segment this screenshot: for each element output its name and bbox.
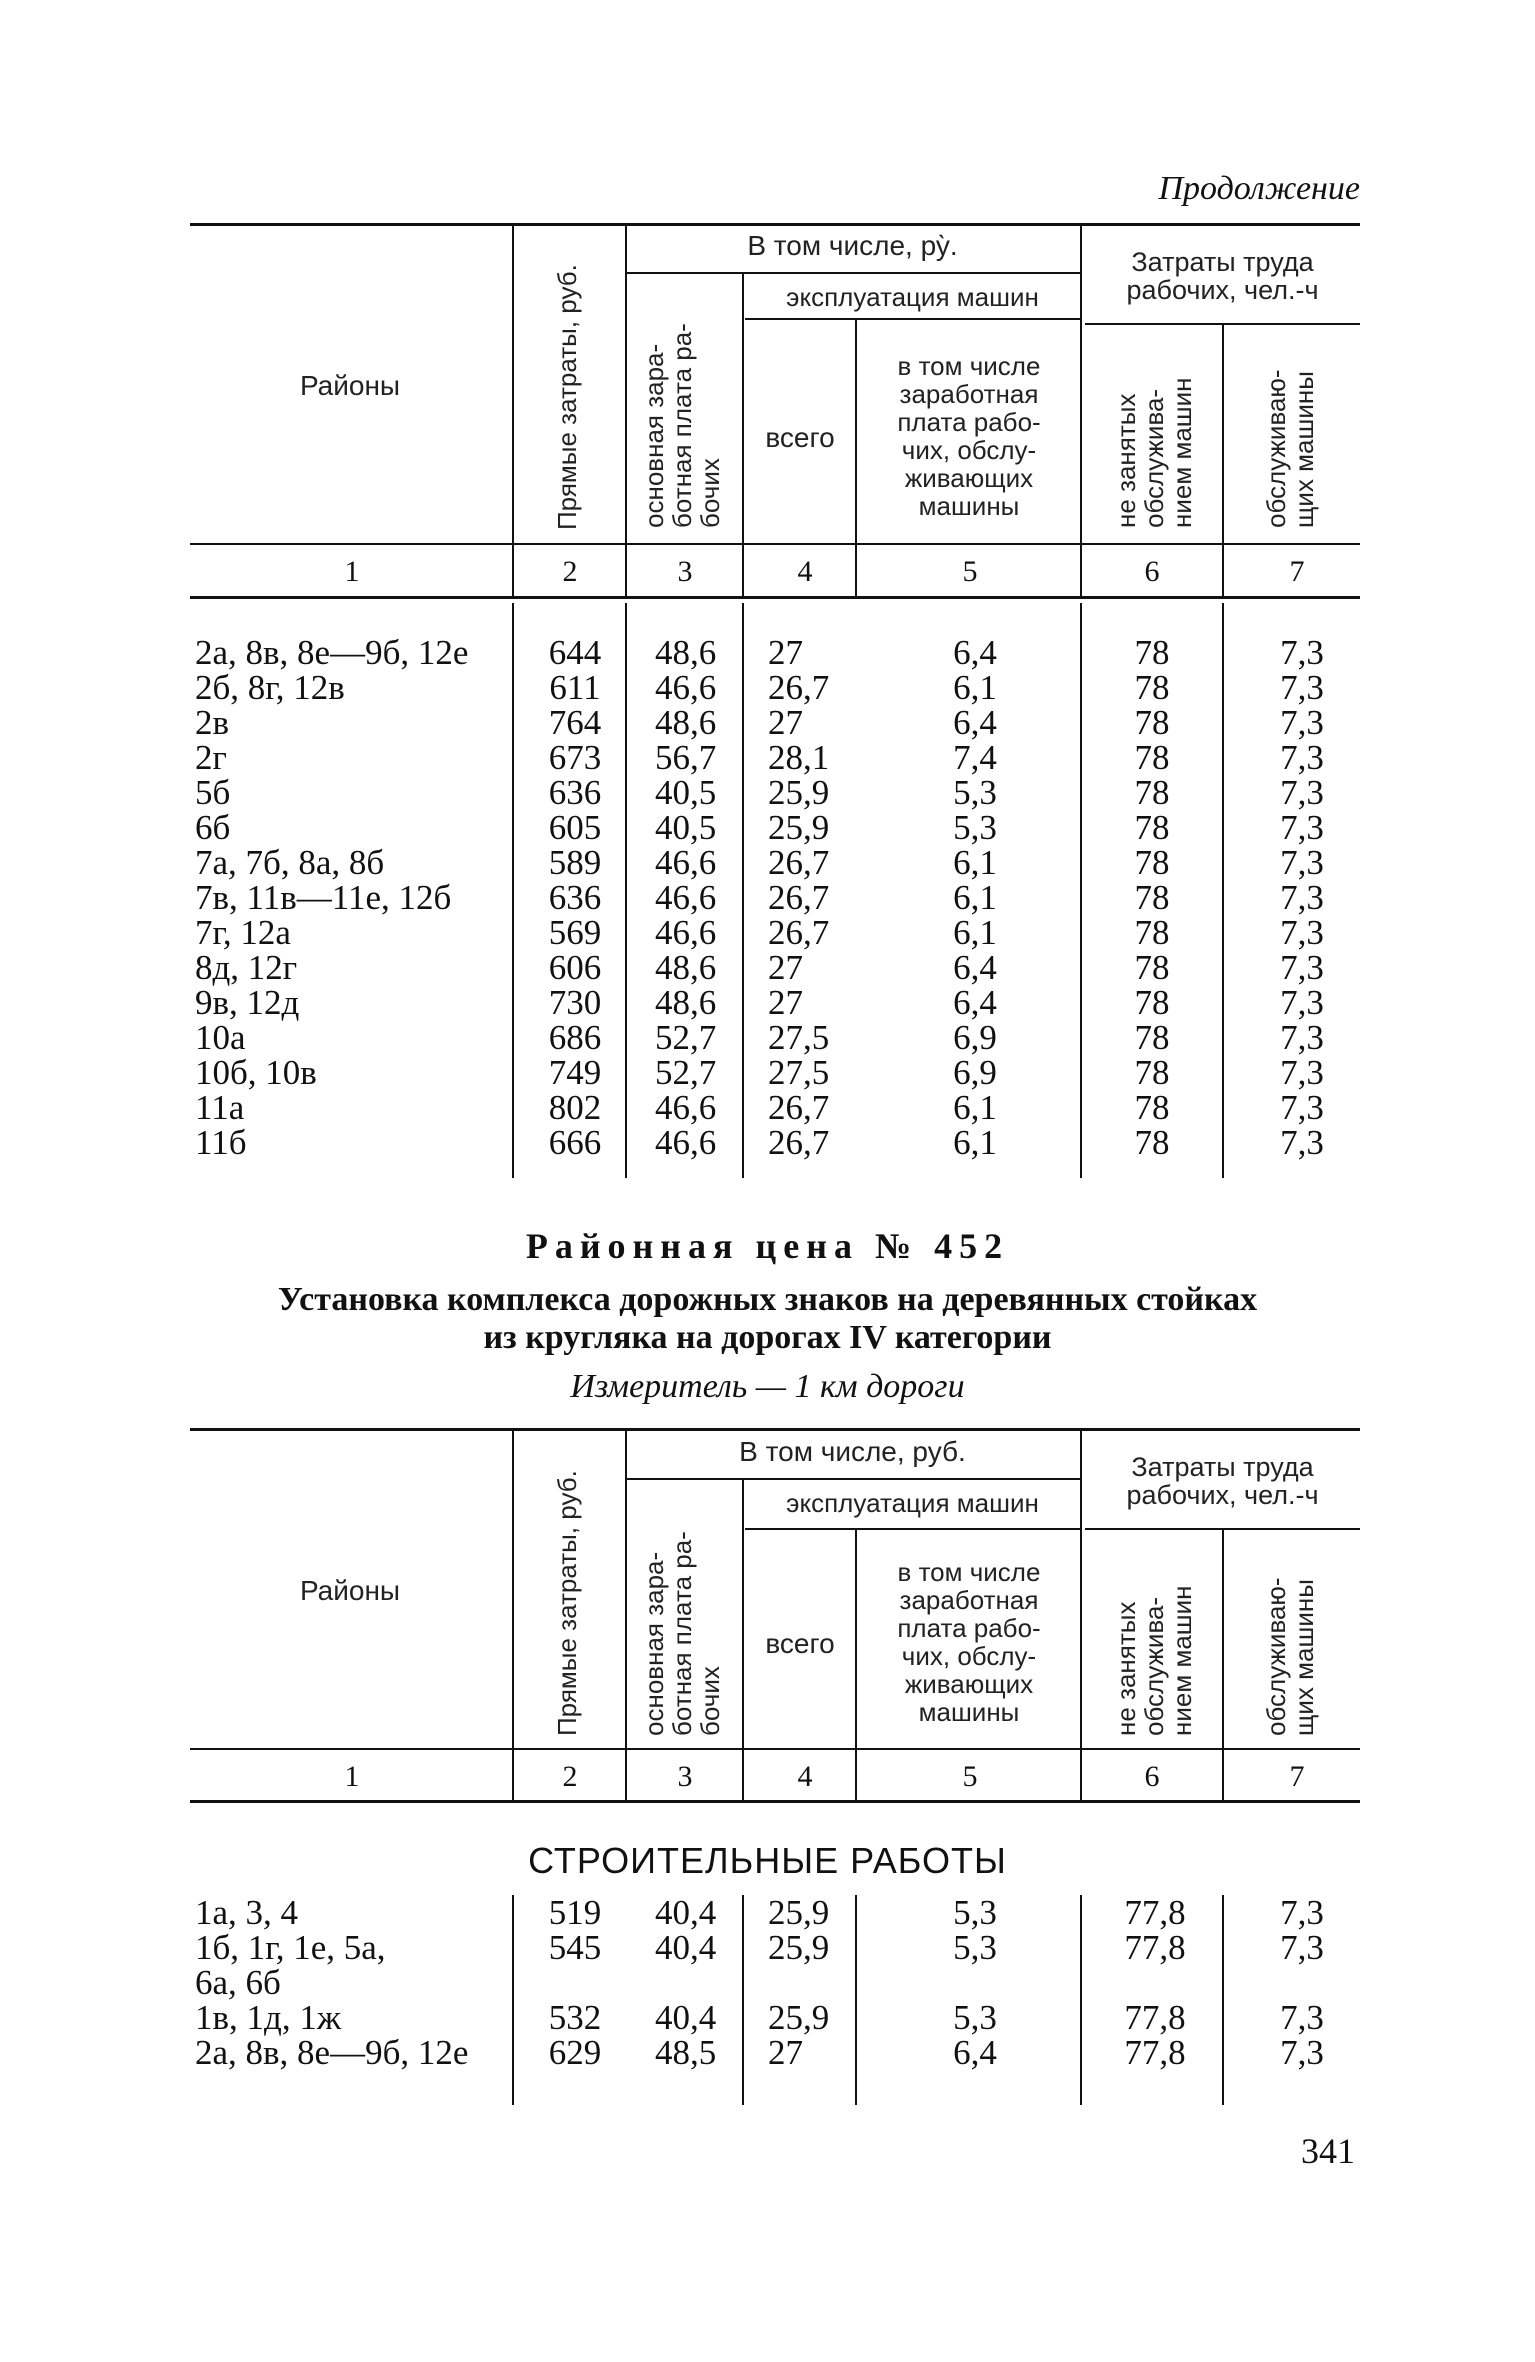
- table-cell: 9в, 12д: [195, 983, 300, 1022]
- table-cell: 7,3: [1280, 773, 1324, 812]
- table-cell: [768, 1965, 853, 2000]
- table2-serving-col: [1267, 1895, 1337, 2070]
- table-cell: 78: [1134, 913, 1170, 952]
- table-cell: 532: [548, 1998, 602, 2037]
- table-cell: 7,3: [1280, 1018, 1324, 1057]
- table-cell: 77,8: [1124, 2033, 1186, 2072]
- table-cell: 7,3: [1280, 1998, 1324, 2037]
- table-cell: 10б, 10в: [195, 1053, 317, 1092]
- table-cell: 25,9: [768, 1893, 830, 1932]
- table-cell: 78: [1134, 948, 1170, 987]
- table1-base-wage-col: [655, 635, 740, 1160]
- total-header: всего: [765, 1628, 835, 1659]
- machine-ops-header: эксплуатация машин: [786, 282, 1039, 312]
- measure-line: Измеритель — 1 км дороги: [570, 1368, 965, 1405]
- table-cell: 27: [768, 2033, 803, 2072]
- table-cell: 6,1: [953, 1123, 997, 1162]
- table-cell: 7а, 7б, 8а, 8б: [195, 843, 385, 882]
- table-cell: 78: [1134, 1053, 1170, 1092]
- table1-not-busy-col: [1122, 635, 1182, 1160]
- table-cell: 7,3: [1280, 1053, 1324, 1092]
- table-cell: 26,7: [768, 1123, 830, 1162]
- table-cell: 78: [1134, 1018, 1170, 1057]
- table-cell: 78: [1134, 668, 1170, 707]
- table-cell: 46,6: [655, 878, 717, 917]
- table-cell: 25,9: [768, 1928, 830, 1967]
- table-cell: 644: [548, 633, 602, 672]
- section-title-line1: Установка комплекса дорожных знаков на деревянных стойках: [277, 1281, 1258, 1318]
- total-header: всего: [765, 422, 835, 453]
- table-cell: 46,6: [655, 668, 717, 707]
- col-num-3: 3: [677, 555, 693, 588]
- table-cell: 26,7: [768, 668, 830, 707]
- table-cell: 27,5: [768, 1053, 830, 1092]
- table-cell: 519: [548, 1893, 602, 1932]
- table-cell: 78: [1134, 878, 1170, 917]
- table2-machine-total-col: [768, 1895, 853, 2070]
- col-num-2: 2: [562, 1760, 578, 1793]
- table-cell: 48,6: [655, 633, 717, 672]
- col-num-5: 5: [962, 555, 978, 588]
- table-cell: 46,6: [655, 843, 717, 882]
- base-wage-header: основная зара- ботная плата ра- бочих: [639, 1531, 725, 1736]
- table-cell: 7,3: [1280, 878, 1324, 917]
- table-cell: 6а, 6б: [195, 1963, 281, 2002]
- table-cell: 6,9: [953, 1053, 997, 1092]
- table-cell: 11б: [195, 1123, 247, 1162]
- table-cell: 2в: [195, 703, 230, 742]
- table-cell: 78: [1134, 983, 1170, 1022]
- table-cell: 8д, 12г: [195, 948, 298, 987]
- table-cell: 589: [548, 843, 602, 882]
- labor-header: Затраты труда рабочих, чел.-ч: [1126, 247, 1319, 305]
- table2-base-wage-col: [655, 1895, 740, 2070]
- table2-regions-col: [195, 1895, 468, 2070]
- table-cell: 2а, 8в, 8е—9б, 12е: [195, 633, 469, 672]
- table-cell: 6,4: [953, 703, 997, 742]
- table-cell: 2г: [195, 738, 227, 777]
- base-wage-header: основная зара- ботная плата ра- бочих: [639, 323, 725, 528]
- table-cell: 6,4: [953, 983, 997, 1022]
- table-cell: 78: [1134, 773, 1170, 812]
- table-cell: 25,9: [768, 808, 830, 847]
- table-cell: [1115, 1965, 1195, 2000]
- table-cell: 730: [548, 983, 602, 1022]
- table-cell: 7,3: [1280, 983, 1324, 1022]
- table-cell: 749: [548, 1053, 602, 1092]
- table-cell: 28,1: [768, 738, 830, 777]
- table-cell: 666: [548, 1123, 602, 1162]
- col-num-7: 7: [1289, 555, 1305, 588]
- table-cell: 78: [1134, 808, 1170, 847]
- table-cell: 7,3: [1280, 843, 1324, 882]
- table-cell: [655, 1965, 740, 2000]
- table-cell: 26,7: [768, 913, 830, 952]
- table-cell: 7,3: [1280, 1088, 1324, 1127]
- table-cell: 77,8: [1124, 1998, 1186, 2037]
- table-cell: 1в, 1д, 1ж: [195, 1998, 342, 2037]
- table-cell: 78: [1134, 633, 1170, 672]
- table1-direct-costs-col: [540, 635, 610, 1160]
- labor-header: Затраты труда рабочих, чел.-ч: [1126, 1452, 1319, 1510]
- table-cell: 27: [768, 948, 803, 987]
- table-cell: 27: [768, 703, 803, 742]
- regions-header: Районы: [299, 370, 401, 401]
- table-cell: 7,3: [1280, 633, 1324, 672]
- table2-not-busy-col: [1115, 1895, 1195, 2070]
- table-cell: 6,1: [953, 1088, 997, 1127]
- table-cell: 6,1: [953, 913, 997, 952]
- table-cell: 7,4: [953, 738, 997, 777]
- table-cell: 7,3: [1280, 1123, 1324, 1162]
- table-cell: 26,7: [768, 878, 830, 917]
- table-cell: 5,3: [953, 773, 997, 812]
- table-cell: 78: [1134, 703, 1170, 742]
- table-cell: 40,4: [655, 1998, 717, 2037]
- table-cell: 48,6: [655, 983, 717, 1022]
- incl-header: В том числе, ру̀.: [747, 230, 958, 261]
- direct-costs-header: Прямые затраты, руб.: [552, 264, 582, 530]
- table1-machine-wage-col: [940, 635, 1010, 1160]
- table-cell: 7г, 12а: [195, 913, 291, 952]
- table-cell: 78: [1134, 738, 1170, 777]
- table-cell: 26,7: [768, 843, 830, 882]
- table-cell: 27,5: [768, 1018, 830, 1057]
- table-cell: 545: [548, 1928, 602, 1967]
- table-cell: 5,3: [953, 808, 997, 847]
- table1-regions-col: [195, 635, 468, 1160]
- table-cell: 6,4: [953, 2033, 997, 2072]
- table-cell: 52,7: [655, 1018, 717, 1057]
- table-cell: 48,6: [655, 703, 717, 742]
- table-cell: 6,4: [953, 948, 997, 987]
- table-cell: 6,1: [953, 878, 997, 917]
- col-num-4: 4: [797, 1760, 813, 1793]
- table-cell: 673: [548, 738, 602, 777]
- table-cell: 25,9: [768, 773, 830, 812]
- table-cell: 6,9: [953, 1018, 997, 1057]
- table-cell: 10а: [195, 1018, 246, 1057]
- table-cell: 611: [549, 668, 601, 707]
- col-num-7: 7: [1289, 1760, 1305, 1793]
- regions-header: Районы: [299, 1575, 401, 1606]
- table-cell: 606: [548, 948, 602, 987]
- table-cell: 25,9: [768, 1998, 830, 2037]
- serving-header: обслуживаю- щих машины: [1261, 1577, 1319, 1736]
- col-num-6: 6: [1144, 555, 1160, 588]
- table-cell: 7,3: [1280, 1928, 1324, 1967]
- table-cell: 7,3: [1280, 2033, 1324, 2072]
- table-cell: 77,8: [1124, 1893, 1186, 1932]
- table-cell: 48,6: [655, 948, 717, 987]
- table-cell: 52,7: [655, 1053, 717, 1092]
- table-cell: 27: [768, 983, 803, 1022]
- table-cell: 629: [548, 2033, 602, 2072]
- table-cell: [1267, 1965, 1337, 2000]
- continuation-label: Продолжение: [1158, 170, 1360, 207]
- table-cell: 1а, 3, 4: [195, 1893, 299, 1932]
- table-cell: 1б, 1г, 1е, 5а,: [195, 1928, 386, 1967]
- table-cell: 7,3: [1280, 948, 1324, 987]
- table-cell: 5,3: [953, 1928, 997, 1967]
- table-cell: 636: [548, 773, 602, 812]
- table-cell: [940, 1965, 1010, 2000]
- incl-wage-header: в том числе заработная плата рабо- чих, обслу- живающих машины: [897, 351, 1041, 521]
- table-cell: 636: [548, 878, 602, 917]
- table-cell: 46,6: [655, 913, 717, 952]
- table-cell: 6,1: [953, 843, 997, 882]
- table1-serving-col: [1267, 635, 1337, 1160]
- table-cell: 764: [548, 703, 602, 742]
- page-number: 341: [1301, 2131, 1355, 2171]
- table-cell: 7,3: [1280, 738, 1324, 777]
- table-cell: 569: [548, 913, 602, 952]
- serving-header: обслуживаю- щих машины: [1261, 369, 1319, 528]
- incl-header: В том числе, руб.: [739, 1436, 966, 1467]
- table-cell: 40,5: [655, 808, 717, 847]
- table-cell: [540, 1965, 610, 2000]
- col-num-1: 1: [344, 555, 360, 588]
- table2-direct-costs-col: [540, 1895, 610, 2070]
- table-cell: 6,4: [953, 633, 997, 672]
- table-cell: 78: [1134, 1123, 1170, 1162]
- table-cell: 7,3: [1280, 913, 1324, 952]
- table-cell: 78: [1134, 843, 1170, 882]
- col-num-1: 1: [344, 1760, 360, 1793]
- table-cell: 686: [548, 1018, 602, 1057]
- table-cell: 5,3: [953, 1893, 997, 1932]
- table-cell: 27: [768, 633, 803, 672]
- table-cell: 78: [1134, 1088, 1170, 1127]
- table-cell: 7,3: [1280, 1893, 1324, 1932]
- table-cell: 802: [548, 1088, 602, 1127]
- not-busy-header: не занятых обслужива- нием машин: [1111, 377, 1197, 528]
- table-cell: 7,3: [1280, 668, 1324, 707]
- table-cell: 26,7: [768, 1088, 830, 1127]
- table-cell: 5,3: [953, 1998, 997, 2037]
- table-cell: 11а: [195, 1088, 245, 1127]
- price-heading: Районная цена № 452: [525, 1226, 1010, 1266]
- table-cell: 7,3: [1280, 703, 1324, 742]
- section-title-line2: из кругляка на дорогах IV категории: [483, 1319, 1052, 1356]
- table-cell: 40,4: [655, 1893, 717, 1932]
- table-cell: 46,6: [655, 1123, 717, 1162]
- table-cell: 46,6: [655, 1088, 717, 1127]
- table-cell: 6б: [195, 808, 231, 847]
- table-cell: 48,5: [655, 2033, 717, 2072]
- works-subheading: СТРОИТЕЛЬНЫЕ РАБОТЫ: [528, 1840, 1007, 1881]
- table2-machine-wage-col: [940, 1895, 1010, 2070]
- table-cell: 77,8: [1124, 1928, 1186, 1967]
- table-cell: 56,7: [655, 738, 717, 777]
- col-num-5: 5: [962, 1760, 978, 1793]
- col-num-6: 6: [1144, 1760, 1160, 1793]
- direct-costs-header: Прямые затраты, руб.: [552, 1470, 582, 1736]
- table-cell: 7в, 11в—11е, 12б: [195, 878, 452, 917]
- table-cell: 2б, 8г, 12в: [195, 668, 345, 707]
- table-cell: 6,1: [953, 668, 997, 707]
- col-num-3: 3: [677, 1760, 693, 1793]
- table-cell: 2а, 8в, 8е—9б, 12е: [195, 2033, 469, 2072]
- table-cell: 5б: [195, 773, 231, 812]
- incl-wage-header: в том числе заработная плата рабо- чих, обслу- живающих машины: [897, 1557, 1041, 1727]
- table-cell: 40,5: [655, 773, 717, 812]
- table1-machine-total-col: [768, 635, 853, 1160]
- table-cell: 605: [548, 808, 602, 847]
- not-busy-header: не занятых обслужива- нием машин: [1111, 1585, 1197, 1736]
- table-cell: 40,4: [655, 1928, 717, 1967]
- table-cell: 7,3: [1280, 808, 1324, 847]
- machine-ops-header: эксплуатация машин: [786, 1488, 1039, 1518]
- col-num-2: 2: [562, 555, 578, 588]
- col-num-4: 4: [797, 555, 813, 588]
